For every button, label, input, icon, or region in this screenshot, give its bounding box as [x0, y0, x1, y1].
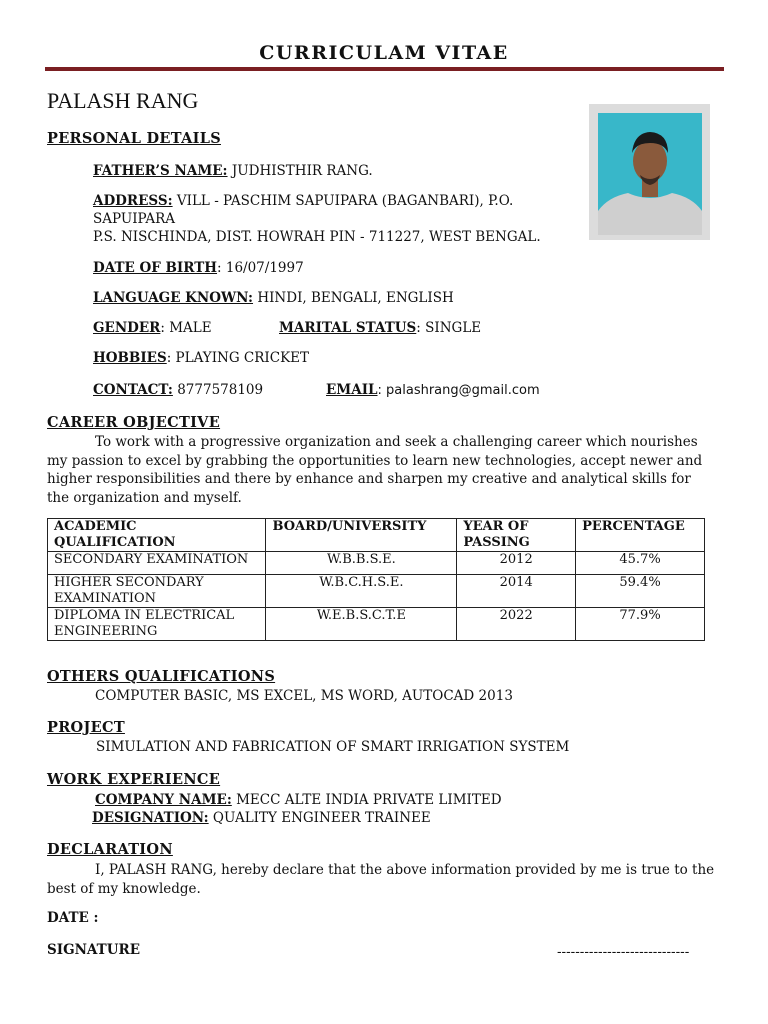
address-row [93, 193, 513, 209]
gender-value: : MALE [160, 320, 212, 336]
table-row [48, 575, 705, 608]
address-line3: P.S. NISCHINDA, DIST. HOWRAH PIN - 711227, WEST BENGAL. [93, 229, 541, 245]
table-cell: W.B.C.H.S.E. [266, 575, 457, 608]
declaration-body: I, PALASH RANG, hereby declare that the above information provided by me is true to the best of my knowledge. [47, 862, 715, 897]
marital-row [279, 320, 481, 336]
candidate-name: PALASH RANG [47, 88, 199, 113]
table-cell: 2012 [457, 552, 576, 575]
hobbies-label: HOBBIES [93, 350, 167, 366]
project-text: SIMULATION AND FABRICATION OF SMART IRRIGATION SYSTEM [96, 739, 570, 755]
table-cell: 59.4% [576, 575, 705, 608]
gender-row [93, 320, 212, 336]
table-header: ACADEMIC QUALIFICATION [48, 519, 266, 552]
email-value: : palashrang@gmail.com [377, 383, 540, 398]
career-objective-body: To work with a progressive organization and seek a challenging career which nourishes my passion to excel by grabbing the opportunities to learn new technologies, accept newer and higher responsibilities and there by enhance and sharpen my creative and analytical skills for the organization and myself. [47, 434, 703, 506]
table-cell: SECONDARY EXAMINATION [48, 552, 266, 575]
designation-label: DESIGNATION: [92, 810, 209, 826]
address-label: ADDRESS: [93, 193, 173, 209]
father-name-row [93, 163, 373, 179]
photo-image [598, 113, 702, 235]
company-value: MECC ALTE INDIA PRIVATE LIMITED [231, 792, 502, 808]
email-row [326, 382, 540, 398]
designation-row [92, 810, 431, 826]
hobbies-row [93, 350, 309, 366]
table-cell: W.B.B.S.E. [266, 552, 457, 575]
father-name-label: FATHER’S NAME: [93, 163, 228, 179]
contact-row [93, 382, 263, 398]
company-row [95, 792, 502, 808]
table-cell: 45.7% [576, 552, 705, 575]
contact-label: CONTACT: [93, 382, 173, 398]
marital-label: MARITAL STATUS [279, 320, 417, 336]
email-label: EMAIL [326, 382, 378, 398]
signature-line: ----------------------------- [557, 944, 690, 960]
others-qualifications-heading: OTHERS QUALIFICATIONS [47, 668, 276, 685]
table-cell: 77.9% [576, 608, 705, 641]
career-objective-text [47, 433, 717, 507]
company-label: COMPANY NAME: [95, 792, 232, 808]
personal-details-heading: PERSONAL DETAILS [47, 130, 221, 147]
work-experience-heading: WORK EXPERIENCE [47, 771, 221, 788]
designation-value: QUALITY ENGINEER TRAINEE [208, 810, 431, 826]
dob-row [93, 260, 304, 276]
signature-label: SIGNATURE [47, 942, 140, 958]
person-silhouette-icon [598, 113, 702, 235]
language-label: LANGUAGE KNOWN: [93, 290, 254, 306]
title-divider [45, 67, 724, 71]
language-row [93, 290, 454, 306]
profile-photo [589, 104, 710, 240]
date-label: DATE : [47, 910, 99, 926]
address-line1: VILL - PASCHIM SAPUIPARA (BAGANBARI), P.O. [172, 193, 514, 209]
table-cell: W.E.B.S.C.T.E [266, 608, 457, 641]
table-cell: 2022 [457, 608, 576, 641]
table-cell: DIPLOMA IN ELECTRICAL ENGINEERING [48, 608, 266, 641]
table-row [48, 552, 705, 575]
contact-value: 8777578109 [172, 382, 264, 398]
document-title: CURRICULAM VITAE [259, 42, 509, 64]
table-cell: 2014 [457, 575, 576, 608]
table-header: PERCENTAGE [576, 519, 705, 552]
project-heading: PROJECT [47, 719, 125, 736]
declaration-heading: DECLARATION [47, 841, 173, 858]
gender-label: GENDER [93, 320, 161, 336]
dob-label: DATE OF BIRTH [93, 260, 218, 276]
table-row [48, 608, 705, 641]
declaration-text [47, 861, 717, 898]
table-cell: HIGHER SECONDARY EXAMINATION [48, 575, 266, 608]
address-line2: SAPUIPARA [93, 211, 176, 227]
language-value: HINDI, BENGALI, ENGLISH [253, 290, 454, 306]
table-header: YEAR OF PASSING [457, 519, 576, 552]
career-objective-heading: CAREER OBJECTIVE [47, 414, 221, 431]
hobbies-value: : PLAYING CRICKET [166, 350, 310, 366]
table-header-row [48, 519, 705, 552]
dob-value: : 16/07/1997 [217, 260, 304, 276]
education-table [47, 518, 705, 641]
marital-value: : SINGLE [416, 320, 482, 336]
father-name-value: JUDHISTHIR RANG. [227, 163, 373, 179]
table-header: BOARD/UNIVERSITY [266, 519, 457, 552]
others-qualifications-text: COMPUTER BASIC, MS EXCEL, MS WORD, AUTOCAD 2013 [95, 688, 513, 704]
